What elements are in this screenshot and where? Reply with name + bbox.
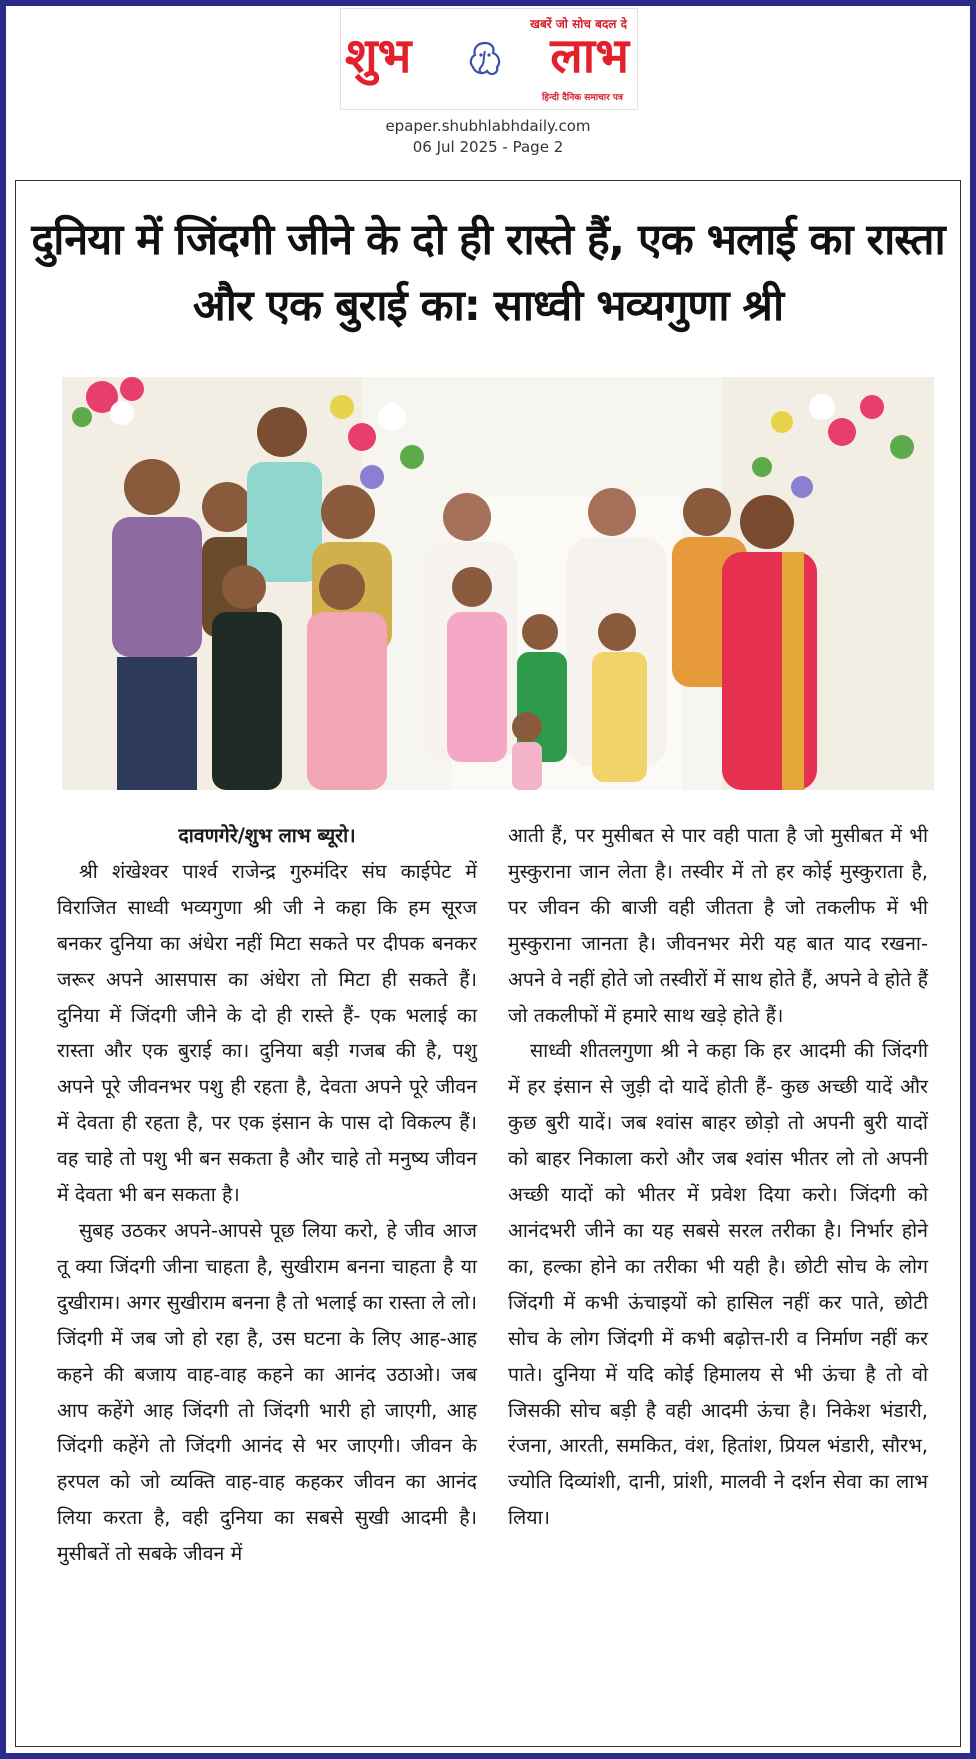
article-dateline: दावणगेरे/शुभ लाभ ब्यूरो। — [178, 824, 356, 847]
article-column-right — [508, 818, 928, 1536]
article-paragraph: साध्वी शीतलगुणा श्री ने कहा कि हर आदमी की जिंदगी में हर इंसान से जुड़ी दो यादें होती हैं- कुछ अच्छी यादें और कुछ बुरी यादें। जब श्वांस बाहर छोड़ो तो अपनी बुरी यादों को बाहर निकाला करो और जब श्वांस भीतर लो तो अपनी अच्छी यादों को भीतर में प्रवेश दिया करो। जिंदगी को आनंदभरी जीने का यह सबसे सरल तरीका है। निर्भार होने का, हल्का होने का तरीका भी यही है। छोटी सोच के लोग जिंदगी में कभी ऊंचाइयों को हासिल नहीं कर पाते, छोटी सोच के लोग जिंदगी में कभी बढ़ोत्त-ारी व निर्माण नहीं कर पाते। दुनिया में यदि कोई हिमालय से भी ऊंचा है तो वो जिसकी सोच बड़ी है वही आदमी ऊंचा है। निकेश भंडारी, रंजना, आरती, समकित, वंश, हितांश, प्रियल भंडारी, सौरभ, ज्योति दिव्यांशी, दानी, प्रांशी, मालवी ने दर्शन सेवा का लाभ लिया। — [508, 1039, 928, 1530]
article-photo — [62, 377, 934, 790]
logo-tagline: खबरें जो सोच बदल दे — [530, 17, 627, 31]
article-paragraph: सुबह उठकर अपने-आपसे पूछ लिया करो, हे जीव आज तू क्या जिंदगी जीना चाहता है, सुखीराम बनना चाहता है या दुखीराम। अगर सुखीराम बनना है तो भलाई का रास्ता ले लो। जिंदगी में जब जो हो रहा है, उस घटना के लिए आह-आह कहने की बजाय वाह-वाह कहने का आनंद उठाओ। जब आप कहेंगे आह जिंदगी तो जिंदगी भारी हो जाएगी, आह जिंदगी कहेंगे तो जिंदगी आनंद से भर जाएगी। जीवन के हरपल को जो व्यक्ति वाह-वाह कहकर जीवन का आनंद लिया करता है, वही दुनिया का सबसे सुखी आदमी है। मुसीबतें तो सबके जीवन में — [57, 1218, 477, 1566]
logo-subtitle: हिन्दी दैनिक समाचार पत्र — [541, 93, 623, 103]
article-paragraph — [57, 818, 477, 854]
logo-text-left: शुभ — [345, 28, 412, 84]
article-headline: दुनिया में जिंदगी जीने के दो ही रास्ते हैं, एक भलाई का रास्ता और एक बुराई का: साध्वी भव्यगुणा श्री — [31, 215, 945, 331]
logo-text-right: लाभ — [550, 28, 629, 84]
article-paragraph: आती हैं, पर मुसीबत से पार वही पाता है जो मुसीबत में भी मुस्कुराना जान लेता है। तस्वीर में तो हर कोई मुस्कुराता है, पर जीवन की बाजी वही जीतता है जो तकलीफ में भी मुस्कुराना जानता है। जीवनभर मेरी यह बात याद रखना- अपने वे नहीं होते जो तस्वीरों में साथ होते हैं, अपने वे होते हैं जो तकलीफों में हमारे साथ खड़े होते हैं। — [508, 824, 928, 1027]
ganesha-icon — [463, 37, 507, 81]
group-photo-image — [62, 377, 934, 790]
site-url[interactable]: epaper.shubhlabhdaily.com — [385, 117, 591, 135]
masthead-logo[interactable] — [340, 8, 638, 110]
article-paragraph: श्री शंखेश्वर पार्श्व राजेन्द्र गुरुमंदिर संघ काईपेट में विराजित साध्वी भव्यगुणा श्री जी ने कहा कि हम सूरज बनकर दुनिया का अंधेरा नहीं मिटा सकते पर दीपक बनकर जरूर अपने आसपास का अंधेरा तो मिटा ही सकते हैं। दुनिया में जिंदगी जीने के दो ही रास्ते हैं- एक भलाई का रास्ता और एक बुराई का। दुनिया बड़ी गजब की है, पशु अपने पूरे जीवनभर पशु ही रहता है, देवता अपने पूरे जीवन में देवता ही रहता है, पर एक इंसान के पास दो विकल्प हैं। वह चाहे तो पशु भी बन सकता है और चाहे तो मनुष्य जीवन में देवता भी बन सकता है। — [57, 859, 477, 1207]
article-column-left — [57, 818, 477, 1572]
edition-date-page: 06 Jul 2025 - Page 2 — [412, 138, 564, 156]
